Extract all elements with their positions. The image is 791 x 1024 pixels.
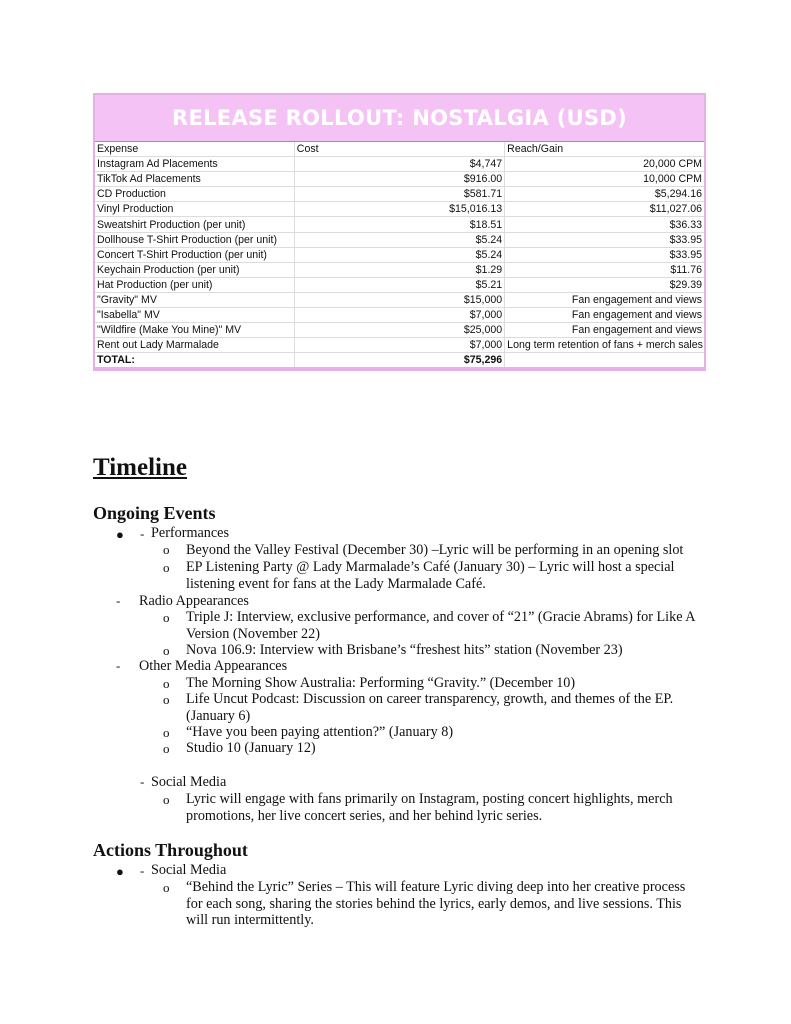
table-row [95,232,704,247]
table-row [95,217,704,232]
cost-cell: $7,000 [294,338,504,353]
reach-cell: 20,000 CPM [505,157,704,172]
dash-marker: - [140,526,145,541]
reach-cell: $5,294.16 [505,187,704,202]
reach-cell: Fan engagement and views [505,323,704,338]
bullet-marker: ● [116,527,124,542]
expense-cell: Concert T-Shirt Production (per unit) [95,247,294,262]
other-media-label: Other Media Appearances [139,658,288,674]
table-row [95,262,704,277]
expense-cell: Instagram Ad Placements [95,157,294,172]
cost-cell: $7,000 [294,308,504,323]
social-media-label: Social Media [151,774,227,790]
total-label: TOTAL: [95,353,294,369]
list-item: “Behind the Lyric” Series – This will feature Lyric diving deep into her creative process for each song, sharing the stories behind the lyrics, early demos, and live sessions. This will run intermittently. [186,879,686,928]
expense-cell: Keychain Production (per unit) [95,262,294,277]
table-row [95,338,704,353]
cost-cell: $5.21 [294,277,504,292]
table-row [95,308,704,323]
cost-cell: $25,000 [294,323,504,338]
column-header-reach: Reach/Gain [505,142,704,157]
list-item: Triple J: Interview, exclusive performance, and cover of “21” (Gracie Abrams) for Like A Version (November 22) [186,609,695,642]
cost-cell: $1.29 [294,262,504,277]
header-row [95,142,704,157]
total-value: $75,296 [294,353,504,369]
table-row [95,247,704,262]
expense-cell: "Wildfire (Make You Mine)" MV [95,323,294,338]
list-item: Life Uncut Podcast: Discussion on career transparency, growth, and themes of the EP. (January 6) [186,691,674,724]
cost-cell: $4,747 [294,157,504,172]
actions-social-media-label: Social Media [151,862,227,878]
reach-cell: 10,000 CPM [505,172,704,187]
table-row [95,323,704,338]
reach-cell: $33.95 [505,247,704,262]
reach-cell: Fan engagement and views [505,292,704,307]
cost-cell: $916.00 [294,172,504,187]
dash-marker: - [116,658,121,673]
cost-cell: $18.51 [294,217,504,232]
table-row [95,292,704,307]
list-item: Studio 10 (January 12) [186,740,316,756]
list-item: Lyric will engage with fans primarily on Instagram, posting concert highlights, merch promotions, her live concert series, and her behind lyric series. [186,791,673,824]
reach-cell: $11.76 [505,262,704,277]
list-item: Nova 106.9: Interview with Brisbane’s “freshest hits” station (November 23) [186,642,623,658]
reach-cell: Fan engagement and views [505,308,704,323]
expense-cell: Dollhouse T-Shirt Production (per unit) [95,232,294,247]
budget-title: RELEASE ROLLOUT: NOSTALGIA (USD) [95,95,704,142]
reach-cell: $29.39 [505,277,704,292]
reach-cell: Long term retention of fans + merch sales [505,338,704,353]
sub-bullet-marker: o [163,643,170,658]
table-row [95,187,704,202]
table-row [95,157,704,172]
reach-cell: $36.33 [505,217,704,232]
total-row [95,353,704,369]
timeline-heading: Timeline [93,454,187,481]
expense-cell: CD Production [95,187,294,202]
dash-marker: - [116,593,121,608]
sub-bullet-marker: o [163,692,170,707]
list-item: Beyond the Valley Festival (December 30) –Lyric will be performing in an opening slot [186,542,684,558]
actions-throughout-heading: Actions Throughout [93,840,248,860]
cost-cell: $5.24 [294,232,504,247]
sub-bullet-marker: o [163,880,170,895]
sub-bullet-marker: o [163,610,170,625]
cost-cell: $5.24 [294,247,504,262]
sub-bullet-marker: o [163,741,170,756]
cost-cell: $15,000 [294,292,504,307]
performances-label: Performances [151,525,229,541]
table-row [95,202,704,217]
total-empty-cell [505,353,704,369]
reach-cell: $33.95 [505,232,704,247]
sub-bullet-marker: o [163,676,170,691]
cost-cell: $15,016.13 [294,202,504,217]
table-row [95,172,704,187]
sub-bullet-marker: o [163,560,170,575]
expense-cell: Rent out Lady Marmalade [95,338,294,353]
budget-grid [95,142,704,369]
dash-marker: - [140,774,145,789]
ongoing-events-heading: Ongoing Events [93,503,216,523]
expense-cell: "Isabella" MV [95,308,294,323]
sub-bullet-marker: o [163,725,170,740]
bullet-marker: ● [116,864,124,879]
list-item: “Have you been paying attention?” (January 8) [186,724,454,740]
dash-marker: - [140,863,145,878]
expense-cell: TikTok Ad Placements [95,172,294,187]
expense-cell: "Gravity" MV [95,292,294,307]
expense-cell: Vinyl Production [95,202,294,217]
reach-cell: $11,027.06 [505,202,704,217]
budget-table [93,93,706,371]
table-row [95,277,704,292]
radio-appearances-label: Radio Appearances [139,593,249,609]
column-header-expense: Expense [95,142,294,157]
expense-cell: Hat Production (per unit) [95,277,294,292]
column-header-cost: Cost [294,142,504,157]
list-item: The Morning Show Australia: Performing “Gravity.” (December 10) [186,675,576,691]
sub-bullet-marker: o [163,792,170,807]
expense-cell: Sweatshirt Production (per unit) [95,217,294,232]
list-item: EP Listening Party @ Lady Marmalade’s Café (January 30) – Lyric will host a special listening event for fans at the Lady Marmalade Café. [186,559,675,592]
cost-cell: $581.71 [294,187,504,202]
sub-bullet-marker: o [163,542,170,557]
